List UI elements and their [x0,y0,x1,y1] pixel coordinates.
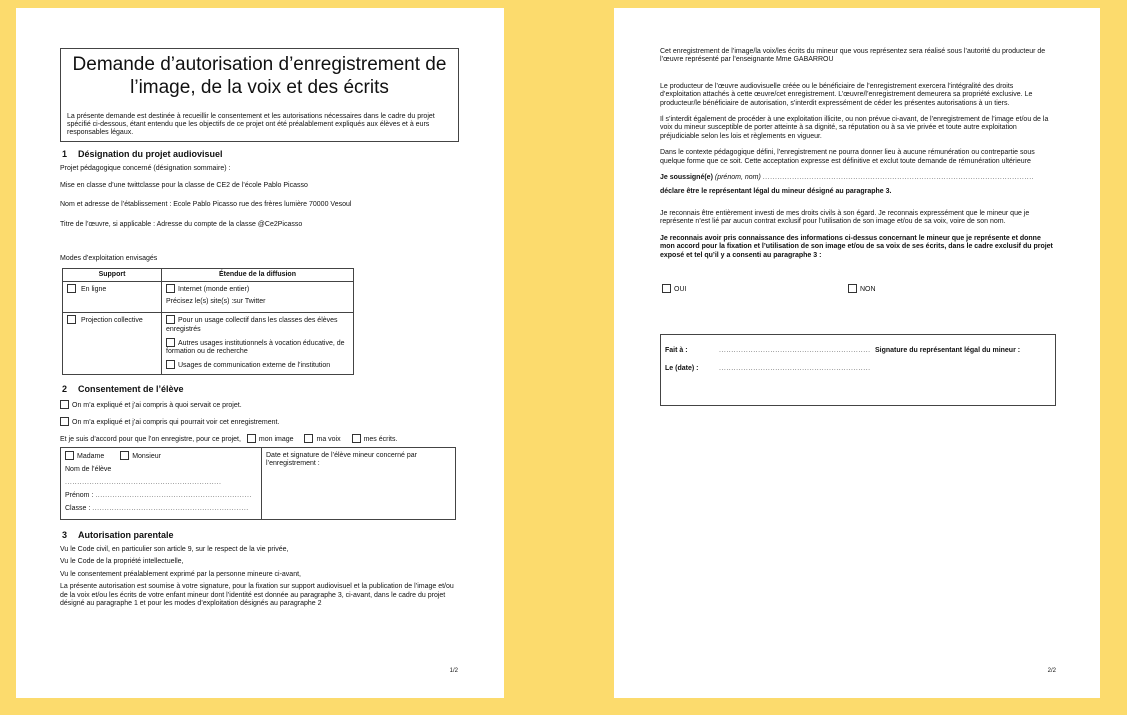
ip-code-text: Vu le Code de la propriété intellectuelle, [60,558,184,566]
modes-label: Modes d’exploitation envisagés [60,255,158,263]
done-at-label: Fait à : [665,346,688,354]
undersigned-field[interactable]: ............................................................................................................... [762,174,1035,182]
yes-label: OUI [674,285,687,293]
internet-checkbox[interactable] [166,284,175,293]
madame-label: Madame [77,452,105,460]
producer-paragraph: Cet enregistrement de l’image/la voix/les écrits du mineur que vous représentez sera réalisé sous l’autorité du producteur de l’œuvre représenté par l’enseignante Mme GABARROU [660,48,1046,64]
student-name-field[interactable]: ................................................................ [65,478,222,486]
projection-label: Projection collective [80,317,143,325]
student-class-label: Classe : [65,504,91,512]
undersigned-label: Je soussigné(e) [660,174,713,182]
monsieur-label: Monsieur [132,452,161,460]
collective-use-label: Pour un usage collectif dans les classes des élèves enregistrés [166,317,338,333]
writings-checkbox[interactable] [352,434,361,443]
external-use-checkbox[interactable] [166,360,175,369]
voice-checkbox[interactable] [304,434,313,443]
external-use-label: Usages de communication externe de l’institution [178,362,331,370]
civil-code-text: Vu le Code civil, en particulier son article 9, sur le respect de la vie privée, [60,545,289,553]
section-3-heading [62,530,459,540]
title-box [60,48,459,142]
agreement-paragraph: Je reconnais avoir pris connaissance des informations ci-dessus concernant le mineur que je représente et donne mon accord pour la fixation et l’utilisation de son image et/ou de sa voix de ses écrits, dans le cadre exclusif du projet exposé et tel qu’il y a consenti au paragraphe 3 : [660,234,1053,259]
page-number: 2/2 [1047,668,1056,674]
sites-text: Précisez le(s) site(s) :sur Twitter [166,297,266,305]
voice-label: ma voix [316,435,341,443]
project-label: Projet pédagogique concerné (désignation sommaire) : [60,164,231,172]
work-title: Titre de l’œuvre, si applicable : Adresse du compte de la classe @Ce2Picasso [60,220,303,228]
school-address: Nom et adresse de l’établissement : Ecole Pablo Picasso rue des frères lumière 70000 Vesoul [60,201,352,209]
student-name-label: Nom de l’élève [65,465,112,473]
undersigned-hint: (prénom, nom) [714,174,761,182]
page-number: 1/2 [449,668,458,674]
agree-text: Et je suis d’accord pour que l’on enregistre, pour ce projet, [60,435,241,443]
legal-representative-signature-label: Signature du représentant légal du mineur : [875,346,1021,354]
signature-box [660,334,1056,406]
image-checkbox[interactable] [247,434,256,443]
document-page-1 [16,8,504,698]
document-page-2 [614,8,1100,698]
student-firstname-label: Prénom : [65,491,94,499]
section-1-heading [62,149,459,159]
projection-checkbox[interactable] [67,315,76,324]
online-label: En ligne [80,285,107,293]
explained-purpose-label: On m’a expliqué et j’ai compris à quoi servait ce projet. [72,401,242,409]
explained-audience-checkbox[interactable] [60,417,69,426]
section-title: Autorisation parentale [78,529,174,540]
madame-checkbox[interactable] [65,451,74,460]
yes-no-choice [662,284,1056,296]
done-at-field[interactable]: .............................................................. [719,346,871,354]
explained-audience-label: On m’a expliqué et j’ai compris qui pourrait voir cet enregistrement. [72,419,280,427]
institutional-use-checkbox[interactable] [166,338,175,347]
section-title: Désignation du projet audiovisuel [78,148,223,159]
online-checkbox[interactable] [67,284,76,293]
internet-label: Internet (monde entier) [178,285,250,293]
section-number: 2 [62,383,68,394]
authorization-paragraph: La présente autorisation est soumise à votre signature, pour la fixation sur support audiovisuel et la publication de l’image et/ou de la voix et/ou les écrits de votre enfant mineur dont l’identité est donnée au paragraphe 3, ci-avant, dans le cadre du projet désigné au paragraphe 1 et pour les modes d’exploitation désignés au paragraphe 2 [60,583,454,607]
civil-rights-paragraph: Je reconnais être entièrement investi de mes droits civils à son égard. Je reconnais expressément que le mineur que je représente n’est lié par aucun contrat exclusif pour l’utilisation de son image et/ou de sa voix, voire de son nom. [660,209,1030,226]
image-label: mon image [258,435,294,443]
intro-text: La présente demande est destinée à recueillir le consentement et les autorisations nécessaires dans le cadre du projet spécifié ci-dessous, étant entendu que les objectifs de ce projet ont été préalablement expliqués aux élèves et à eurs responsables légaux. [67,113,435,137]
diffusion-table [62,268,354,375]
writings-label: mes écrits. [363,435,398,443]
institutional-use-label: Autres usages institutionnels à vocation éducative, de formation ou de recherche [166,339,345,356]
consent-text: Vu le consentement préalablement exprimé par la personne mineure ci-avant, [60,570,301,578]
section-number: 3 [62,529,68,540]
no-label: NON [860,285,876,293]
student-signature-label: Date et signature de l’élève mineur concerné par l’enregistrement : [266,451,417,468]
collective-use-checkbox[interactable] [166,315,175,324]
student-firstname-field[interactable]: ................................................................ [95,491,252,499]
student-info-table [60,447,456,520]
declare-text: déclare être le représentant légal du mineur désigné au paragraphe 3. [660,188,892,196]
monsieur-checkbox[interactable] [120,451,129,460]
rights-paragraph: Le producteur de l’œuvre audiovisuelle créée ou le bénéficiaire de l’enregistrement exercera l’intégralité des droits d’exploitation attachés à cette œuvre/cet enregistrement. L’œuvre/l’enregistrement demeurera sa propriété exclusive. Le producteur/le bénéficiaire de autorisation, s’interdit expressément de céder les présentes autorisations à un tiers. [660,82,1033,107]
document-title: Demande d’autorisation d’enregistrement de l’image, de la voix et des écrits [72,54,447,98]
col-support: Support [63,268,162,281]
project-value: Mise en classe d’une twittclasse pour la classe de CE2 de l’école Pablo Picasso [60,182,308,190]
section-title: Consentement de l’élève [78,383,184,394]
explained-purpose-checkbox[interactable] [60,400,69,409]
date-label: Le (date) : [665,364,699,372]
remuneration-paragraph: Dans le contexte pédagogique défini, l’enregistrement ne pourra donner lieu à aucune rémunération ou contrepartie sous quelque forme que ce soit. Cette acceptation expresse est définitive et exclut toute demande de rémunération ultérieure [660,149,1035,165]
yes-checkbox[interactable] [662,284,671,293]
date-field[interactable]: .............................................................. [719,364,871,372]
no-checkbox[interactable] [848,284,857,293]
section-2-heading [62,384,459,394]
col-extent: Étendue de la diffusion [162,268,354,281]
section-number: 1 [62,148,68,159]
prohibition-paragraph: Il s’interdit également de procéder à une exploitation illicite, ou non prévue ci-avant, de l’enregistrement de l’image et/ou de la voix du mineur susceptible de porter atteinte à sa dignité, sa réputation ou à sa vie privée et toute autre exploitation préjudiciable selon les lois et règlements en vigueur. [660,116,1049,140]
student-class-field[interactable]: ................................................................ [92,504,249,512]
